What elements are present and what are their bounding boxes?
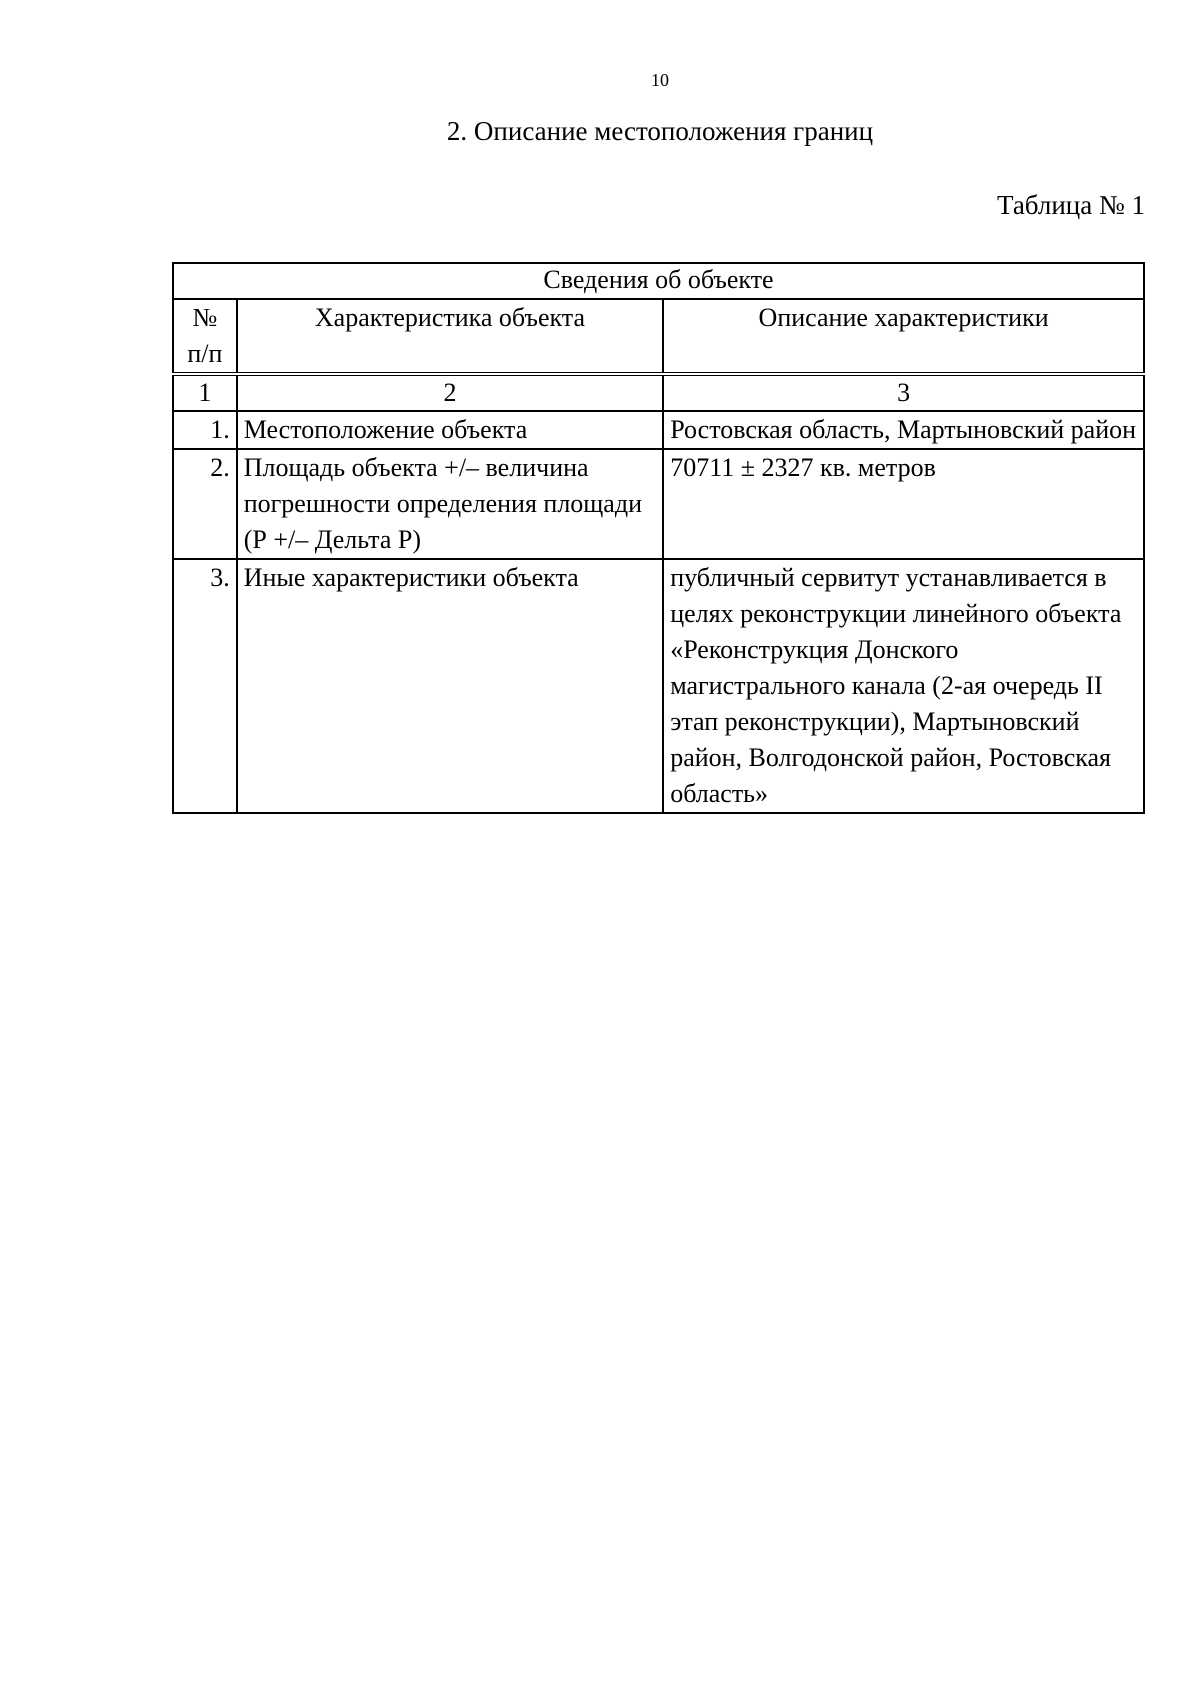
section-title: 2. Описание местоположения границ bbox=[446, 116, 874, 146]
index-cell: 2 bbox=[237, 374, 663, 411]
row-description: Ростовская область, Мартыновский район bbox=[663, 411, 1144, 449]
index-cell: 1 bbox=[173, 374, 237, 411]
table-group-header-row bbox=[173, 263, 1144, 299]
index-cell: 3 bbox=[663, 374, 1144, 411]
row-characteristic: Иные характеристики объекта bbox=[237, 559, 663, 813]
row-num: 2. bbox=[173, 449, 237, 559]
header-description: Описание характеристики bbox=[663, 299, 1144, 374]
table-caption: Таблица № 1 bbox=[997, 190, 1145, 220]
page-number: 10 bbox=[651, 70, 669, 90]
row-num: 1. bbox=[173, 411, 237, 449]
object-info-table bbox=[172, 262, 1145, 814]
header-characteristic: Характеристика объекта bbox=[237, 299, 663, 374]
row-description: публичный сервитут устанавливается в целях реконструкции линейного объекта «Реконструкция Донского магистрального канала (2-ая очередь II этап реконструкции), Мартыновский район, Волгодонской район, Ростовская область» bbox=[663, 559, 1144, 813]
table-index-row bbox=[173, 374, 1144, 411]
table-row bbox=[173, 559, 1144, 813]
row-num: 3. bbox=[173, 559, 237, 813]
table-row bbox=[173, 411, 1144, 449]
table-header-row bbox=[173, 299, 1144, 374]
row-characteristic: Площадь объекта +/– величина погрешности определения площади (Р +/– Дельта Р) bbox=[237, 449, 663, 559]
row-description: 70711 ± 2327 кв. метров bbox=[663, 449, 1144, 559]
row-characteristic: Местоположение объекта bbox=[237, 411, 663, 449]
header-num: № п/п bbox=[173, 299, 237, 374]
table-group-header: Сведения об объекте bbox=[173, 263, 1144, 299]
table-row bbox=[173, 449, 1144, 559]
